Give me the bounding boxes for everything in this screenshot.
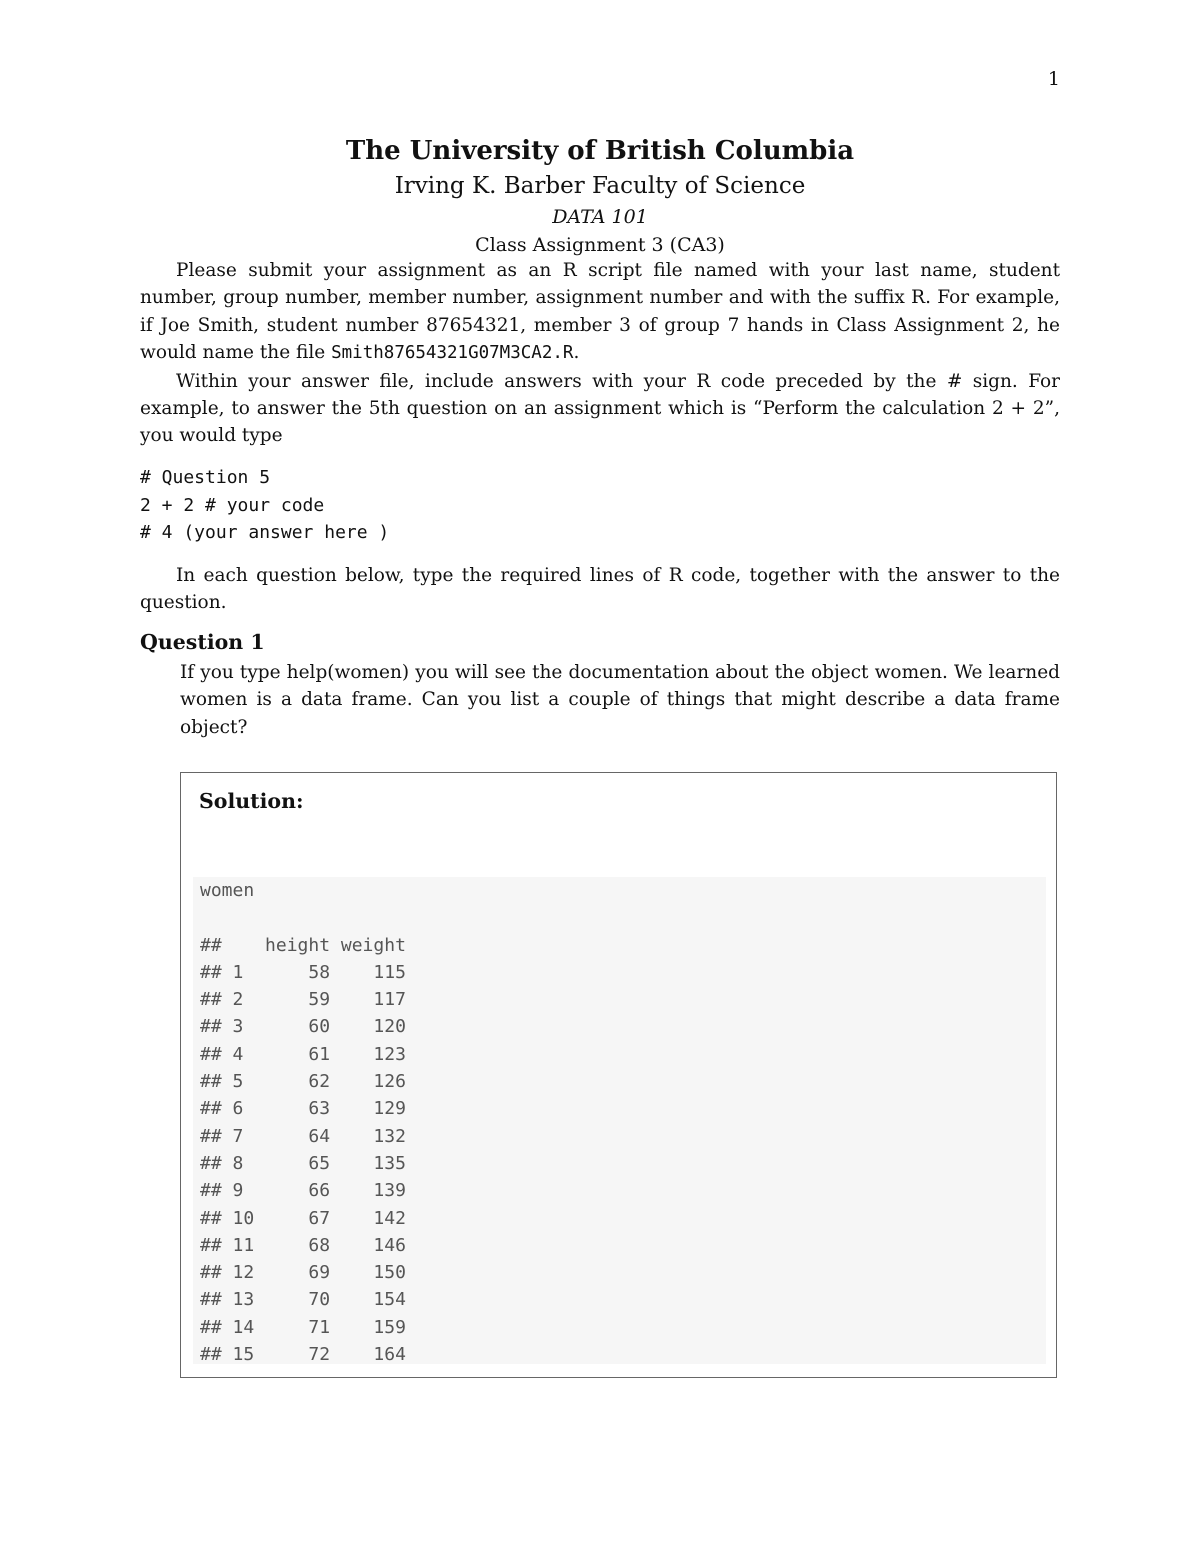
assignment-title: Class Assignment 3 (CA3) — [475, 234, 725, 256]
solution-label: Solution: — [199, 789, 304, 813]
instructions-paragraph-2: Within your answer file, include answers with your R code preceded by the # sign. For example, to answer the 5th question on an assignment which is “Perform the calculation 2 + 2”, you would type — [140, 370, 1060, 447]
output-row: ## 13 70 154 — [200, 1289, 406, 1311]
code-line: # 4 (your answer here ) — [140, 522, 390, 543]
output-row: ## 11 68 146 — [200, 1234, 406, 1256]
code-line: 2 + 2 # your code — [140, 494, 325, 516]
instructions-text: Please submit your assignment as an R script file named with your last name, student number, group number, member number, assignment number and with the suffix R. For example, if Joe Smith, student number 87654321, member 3 of group 7 hands in Class Assignment 2, he would name the file — [140, 260, 1060, 364]
output-row: ## 9 66 139 — [200, 1180, 406, 1202]
solution-box — [180, 772, 1057, 1378]
output-row: ## 7 64 132 — [200, 1125, 406, 1147]
example-code-block — [140, 464, 389, 547]
page-number: 1 — [1047, 68, 1060, 90]
course-code: DATA 101 — [552, 206, 648, 228]
instructions — [140, 257, 1060, 450]
blank-line — [200, 904, 1046, 931]
instructions-period: . — [573, 342, 580, 364]
output-row: ## 15 72 164 — [200, 1344, 406, 1366]
instructions-footer — [140, 562, 1060, 617]
output-row: ## 5 62 126 — [200, 1071, 406, 1093]
faculty-name: Irving K. Barber Faculty of Science — [394, 173, 806, 199]
output-header-row: ## height weight — [200, 934, 406, 956]
r-command: women — [200, 880, 255, 901]
example-filename: Smith87654321G07M3CA2.R — [331, 343, 574, 364]
output-row: ## 8 65 135 — [200, 1152, 406, 1174]
instructions-paragraph-3: In each question below, type the required lines of R code, together with the answer to the question. — [140, 565, 1060, 614]
output-row: ## 2 59 117 — [200, 989, 406, 1011]
university-title: The University of British Columbia — [345, 136, 855, 166]
code-line: # Question 5 — [140, 467, 271, 488]
output-row: ## 10 67 142 — [200, 1207, 406, 1229]
output-row: ## 4 61 123 — [200, 1043, 406, 1065]
output-row: ## 3 60 120 — [200, 1016, 406, 1038]
question-1-heading: Question 1 — [140, 630, 265, 654]
output-row: ## 6 63 129 — [200, 1098, 406, 1120]
output-row: ## 1 58 115 — [200, 961, 406, 983]
output-row: ## 12 69 150 — [200, 1262, 406, 1284]
instructions-paragraph-1 — [140, 257, 1060, 368]
r-output-block — [193, 877, 1046, 1364]
output-row: ## 14 71 159 — [200, 1316, 406, 1338]
question-1-text: If you type help(women) you will see the documentation about the object women. We learned women is a data frame. Can you list a couple of things that might describe a data frame object? — [180, 662, 1060, 738]
document-header — [140, 133, 1060, 259]
